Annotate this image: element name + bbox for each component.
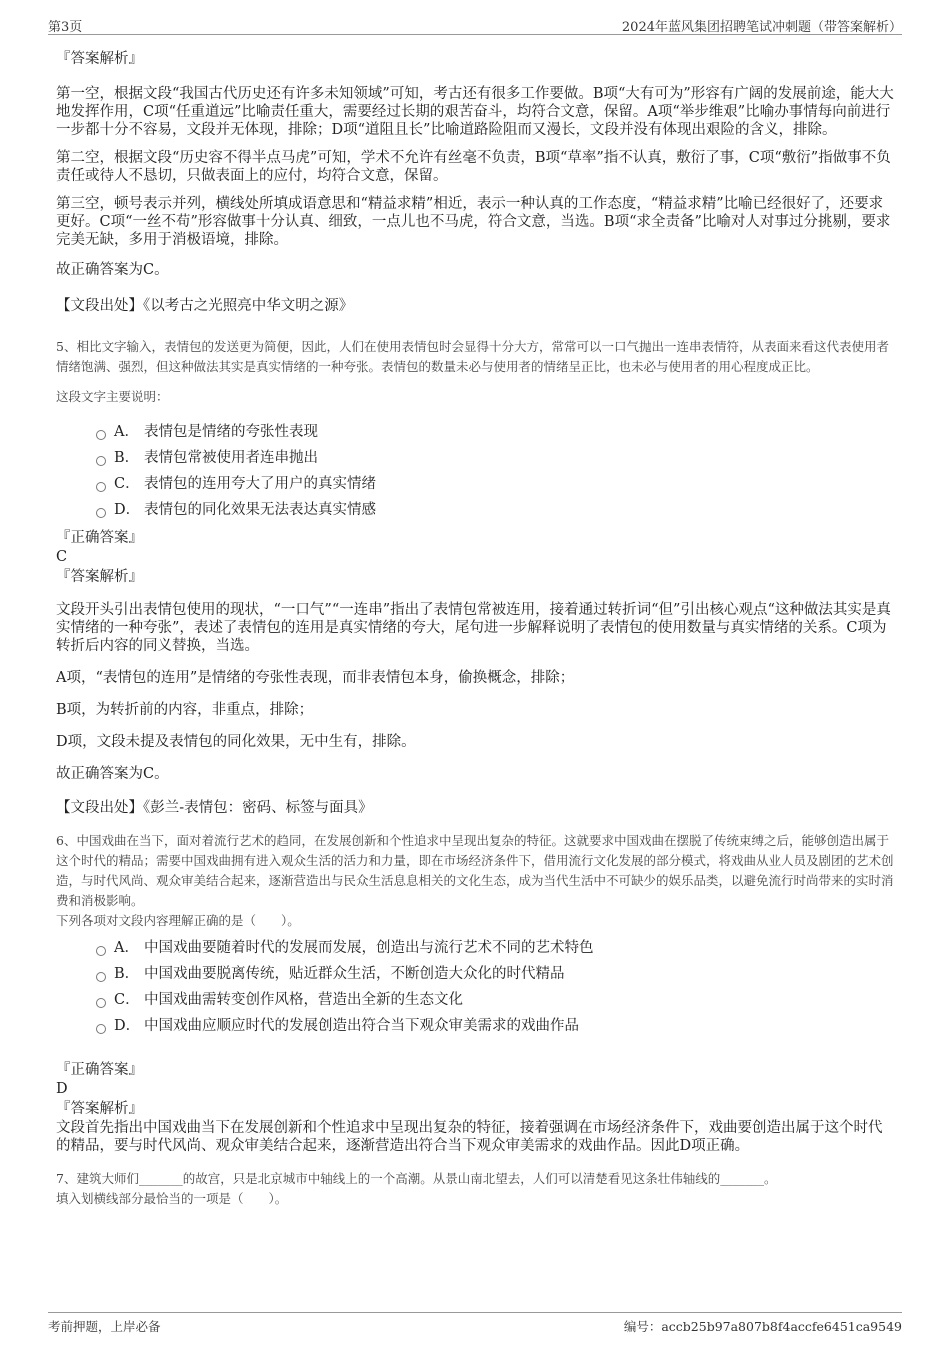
q6-ask: 下列各项对文段内容理解正确的是（ ）。	[56, 913, 300, 928]
q5-answer-label: 『正确答案』	[56, 530, 143, 546]
radio-icon[interactable]	[96, 508, 106, 518]
radio-icon[interactable]	[96, 998, 106, 1008]
q5-ask: 这段文字主要说明：	[56, 389, 169, 404]
q6-option-a[interactable]: A． 中国戏曲要随着时代的发展而发展，创造出与流行艺术不同的艺术特色	[56, 935, 896, 961]
q4-analysis-label: 『答案解析』	[56, 51, 143, 67]
q6-option-c[interactable]: C． 中国戏曲需转变创作风格，营造出全新的生态文化	[56, 987, 896, 1013]
document-body	[56, 44, 896, 1209]
q5-analysis-p1: 文段开头引出表情包使用的现状，“一口气”“一连串”指出了表情包常被连用，接着通过转折词“但”引出核心观点“这种做法其实是真实情绪的一种夸张”，表述了表情包的连用是真实情绪的夸大，尾句进一步解释说明了表情包的使用数量与真实情绪的关系。C项为转折后内容的同义替换，当选。	[56, 602, 891, 654]
q5-analysis-p3: B项，为转折前的内容，非重点，排除；	[56, 702, 314, 718]
q6-option-b[interactable]: B． 中国戏曲要脱离传统，贴近群众生活，不断创造大众化的时代精品	[56, 961, 896, 987]
q7-stem: 7、建筑大师们_______的故宫，只是北京城市中轴线上的一个高潮。从景山南北望去，人们可以清楚看见这条壮伟轴线的_______。	[56, 1171, 777, 1186]
radio-icon[interactable]	[96, 456, 106, 466]
q5-option-d[interactable]: D． 表情包的同化效果无法表达真实情感	[56, 497, 896, 523]
q6-analysis-label: 『答案解析』	[56, 1101, 143, 1117]
q7-ask: 填入划横线部分最恰当的一项是（ ）。	[56, 1191, 288, 1206]
q4-source: 【文段出处】《以考古之光照亮中华文明之源》	[56, 298, 354, 314]
radio-icon[interactable]	[96, 482, 106, 492]
footer-slogan: 考前押题，上岸必备	[48, 1319, 161, 1334]
document-id: 编号：accb25b97a807b8f4accfe6451ca9549	[623, 1319, 902, 1334]
q6-option-d[interactable]: D． 中国戏曲应顺应时代的发展创造出符合当下观众审美需求的戏曲作品	[56, 1013, 896, 1039]
q6-analysis-p1: 文段首先指出中国戏曲当下在发展创新和个性追求中呈现出复杂的特征，接着强调在市场经济条件下，戏曲要创造出属于这个时代的精品，要与时代风尚、观众审美结合起来，逐渐营造出符合当下观众审美需求的戏曲作品。因此D项正确。	[56, 1120, 883, 1154]
q6-answer: D	[56, 1081, 68, 1097]
page-header	[48, 14, 902, 35]
document-title: 2024年蓝风集团招聘笔试冲刺题（带答案解析）	[621, 20, 902, 35]
q6-options	[56, 935, 896, 1039]
q4-analysis-p3: 第三空，顿号表示并列，横线处所填成语意思和“精益求精”相近，表示一种认真的工作态度，“精益求精”比喻已经很好了，还要求更好。C项“一丝不苟”形容做事十分认真、细致，一点儿也不马虎，符合文意，当选。B项“求全责备”比喻对人对事过分挑剔，要求完美无缺，多用于消极语境，排除。	[56, 196, 891, 248]
q5-option-c[interactable]: C． 表情包的连用夸大了用户的真实情绪	[56, 471, 896, 497]
q5-option-a[interactable]: A． 表情包是情绪的夸张性表现	[56, 419, 896, 445]
q5-options	[56, 419, 896, 523]
q5-stem: 5、相比文字输入，表情包的发送更为简便，因此，人们在使用表情包时会显得十分大方，常常可以一口气抛出一连串表情符，从表面来看这代表使用者情绪饱满、强烈，但这种做法其实是真实情绪的一种夸张。表情包的数量未必与使用者的情绪呈正比，也未必与使用者的用心程度成正比。	[56, 339, 889, 374]
q5-answer: C	[56, 549, 68, 565]
radio-icon[interactable]	[96, 430, 106, 440]
radio-icon[interactable]	[96, 946, 106, 956]
radio-icon[interactable]	[96, 972, 106, 982]
page-number: 第3页	[48, 20, 83, 35]
radio-icon[interactable]	[96, 1024, 106, 1034]
q6-stem: 6、中国戏曲在当下，面对着流行艺术的趋同，在发展创新和个性追求中呈现出复杂的特征。这就要求中国戏曲在摆脱了传统束缚之后，能够创造出属于这个时代的精品；需要中国戏曲拥有进入观众生活的活力和力量，即在市场经济条件下，借用流行文化发展的部分模式，将戏曲从业人员及剧团的艺术创造，与时代风尚、观众审美结合起来，逐渐营造出与民众生活息息相关的文化生态，成为当代生活中不可缺少的娱乐品类，以避免流行时尚带来的实时消费和消极影响。	[56, 833, 894, 908]
q5-conclusion: 故正确答案为C。	[56, 766, 169, 782]
page-footer	[48, 1312, 902, 1337]
q4-analysis-p1: 第一空，根据文段“我国古代历史还有许多未知领域”可知，考古还有很多工作要做。B项“大有可为”形容有广阔的发展前途，能大大地发挥作用，C项“任重道远”比喻责任重大，需要经过长期的艰苦奋斗，均符合文意，保留。A项“举步维艰”比喻办事情每向前进行一步都十分不容易，文段并无体现，排除；D项“道阻且长”比喻道路险阻而又漫长，文段并没有体现出艰险的含义，排除。	[56, 86, 894, 138]
q5-analysis-label: 『答案解析』	[56, 569, 143, 585]
q6-answer-label: 『正确答案』	[56, 1062, 143, 1078]
q5-option-b[interactable]: B． 表情包常被使用者连串抛出	[56, 445, 896, 471]
q4-conclusion: 故正确答案为C。	[56, 262, 169, 278]
q5-analysis-p4: D项，文段未提及表情包的同化效果，无中生有，排除。	[56, 734, 416, 750]
q5-source: 【文段出处】《彭兰-表情包：密码、标签与面具》	[56, 800, 373, 816]
q5-analysis-p2: A项，“表情包的连用”是情绪的夸张性表现，而非表情包本身，偷换概念，排除；	[56, 670, 575, 686]
q4-analysis-p2: 第二空，根据文段“历史容不得半点马虎”可知，学术不允许有丝毫不负责，B项“草率”指不认真，敷衍了事，C项“敷衍”指做事不负责任或待人不恳切，只做表面上的应付，均符合文意，保留。	[56, 150, 891, 184]
